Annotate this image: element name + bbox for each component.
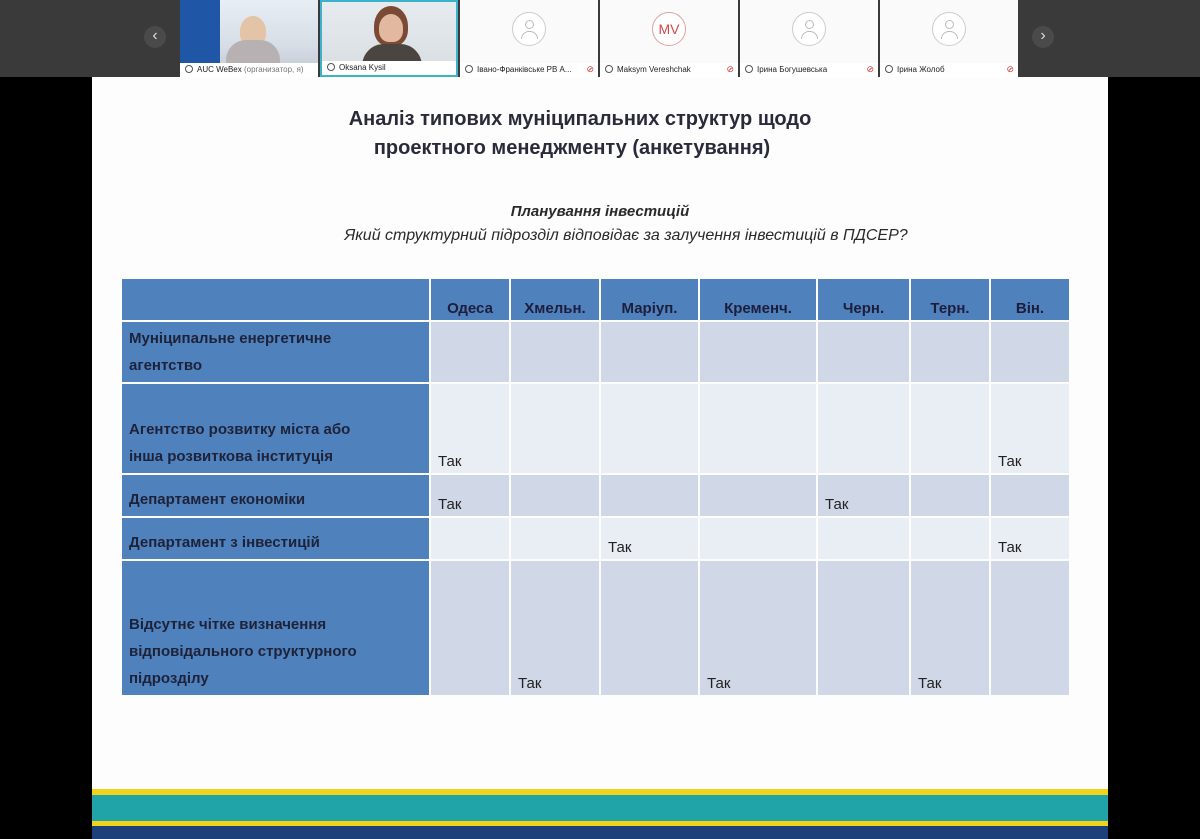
- avatar-icon: [932, 12, 966, 46]
- participant-name: Івано-Франківське РВ А...: [477, 65, 572, 74]
- table-cell: [991, 561, 1069, 695]
- mic-icon: [465, 65, 473, 73]
- table-cell: Так: [991, 518, 1069, 559]
- table-cell: [911, 322, 989, 382]
- table-cell: [700, 518, 816, 559]
- participant-tile-4[interactable]: [740, 0, 878, 77]
- table-header-cell: Кременч.: [700, 279, 816, 320]
- participant-name: Ірина Жолоб: [897, 65, 945, 74]
- table-cell: [431, 322, 509, 382]
- table-row: [122, 322, 1069, 382]
- table-cell: [700, 475, 816, 516]
- slide-title-line2: проектного менеджменту (анкетування): [373, 137, 771, 159]
- table-cell: Так: [431, 384, 509, 473]
- row-label: Відсутнє чітке визначення відповідального структурного підрозділу: [122, 561, 429, 695]
- row-label: Муніципальне енергетичне агентство: [122, 322, 429, 382]
- footer-stripe-navy: [92, 826, 1108, 839]
- table-cell: Так: [700, 561, 816, 695]
- table-header-cell: Він.: [991, 279, 1069, 320]
- participant-tile-1[interactable]: [320, 0, 458, 77]
- participant-role: (организатор, я): [244, 65, 304, 74]
- survey-table: [120, 277, 1071, 697]
- table-cell: Так: [511, 561, 599, 695]
- table-row: [122, 384, 1069, 473]
- participant-tile-2[interactable]: [460, 0, 598, 77]
- flag-banner: [180, 0, 220, 63]
- table-cell: [601, 475, 698, 516]
- slide-title-line1: Аналіз типових муніципальних структур щодо: [348, 108, 812, 130]
- shared-slide: [92, 77, 1108, 839]
- participant-tile-3[interactable]: [600, 0, 738, 77]
- table-header-cell: Черн.: [818, 279, 909, 320]
- table-cell: [511, 322, 599, 382]
- participant-name: Ірина Богушевська: [757, 65, 828, 74]
- avatar-icon: [512, 12, 546, 46]
- table-cell: Так: [991, 384, 1069, 473]
- table-cell: [991, 322, 1069, 382]
- table-cell: Так: [818, 475, 909, 516]
- table-cell: Так: [431, 475, 509, 516]
- participant-name: Oksana Kysil: [339, 63, 386, 72]
- mic-icon: [745, 65, 753, 73]
- footer-stripe-teal: [92, 795, 1108, 821]
- table-cell: [511, 384, 599, 473]
- table-header-cell: Одеса: [431, 279, 509, 320]
- table-cell: [700, 384, 816, 473]
- participant-tile-0[interactable]: [180, 0, 318, 77]
- table-cell: [601, 384, 698, 473]
- table-cell: [818, 322, 909, 382]
- mic-icon: [327, 63, 335, 71]
- row-label: Департамент економіки: [122, 475, 429, 516]
- table-row: [122, 518, 1069, 559]
- table-row: [122, 561, 1069, 695]
- table-cell: [911, 384, 989, 473]
- table-cell: [601, 561, 698, 695]
- table-cell: [911, 475, 989, 516]
- table-cell: [818, 561, 909, 695]
- table-header-cell: Маріуп.: [601, 279, 698, 320]
- chevron-left-icon[interactable]: ‹: [144, 26, 166, 48]
- table-cell: [818, 518, 909, 559]
- avatar-initials: MV: [652, 12, 686, 46]
- muted-icon: ⊘: [726, 64, 734, 74]
- table-cell: [431, 561, 509, 695]
- participant-name: Maksym Vereshchak: [617, 65, 691, 74]
- row-label: Агентство розвитку міста або інша розвиткова інституція: [122, 384, 429, 473]
- mic-icon: [605, 65, 613, 73]
- participant-strip: [0, 0, 1200, 77]
- table-cell: [911, 518, 989, 559]
- avatar-icon: [792, 12, 826, 46]
- slide-question: Який структурний підрозділ відповідає за залучення інвестицій в ПДСЕР?: [344, 227, 908, 244]
- muted-icon: ⊘: [866, 64, 874, 74]
- table-cell: [818, 384, 909, 473]
- table-header-cell: [122, 279, 429, 320]
- table-cell: [511, 475, 599, 516]
- table-cell: [431, 518, 509, 559]
- table-cell: Так: [911, 561, 989, 695]
- mic-icon: [885, 65, 893, 73]
- slide-title: [92, 105, 1108, 163]
- row-label: Департамент з інвестицій: [122, 518, 429, 559]
- table-cell: [991, 475, 1069, 516]
- table-header-row: [122, 279, 1069, 320]
- muted-icon: ⊘: [586, 64, 594, 74]
- chevron-right-icon[interactable]: ›: [1032, 26, 1054, 48]
- slide-subtitle: Планування інвестицій: [510, 203, 690, 220]
- table-cell: [511, 518, 599, 559]
- muted-icon: ⊘: [1006, 64, 1014, 74]
- table-row: [122, 475, 1069, 516]
- table-header-cell: Терн.: [911, 279, 989, 320]
- table-header-cell: Хмельн.: [511, 279, 599, 320]
- mic-icon: [185, 65, 193, 73]
- participant-tile-5[interactable]: [880, 0, 1018, 77]
- table-cell: [700, 322, 816, 382]
- participant-name: AUC WeBex: [197, 65, 242, 74]
- table-cell: Так: [601, 518, 698, 559]
- table-cell: [601, 322, 698, 382]
